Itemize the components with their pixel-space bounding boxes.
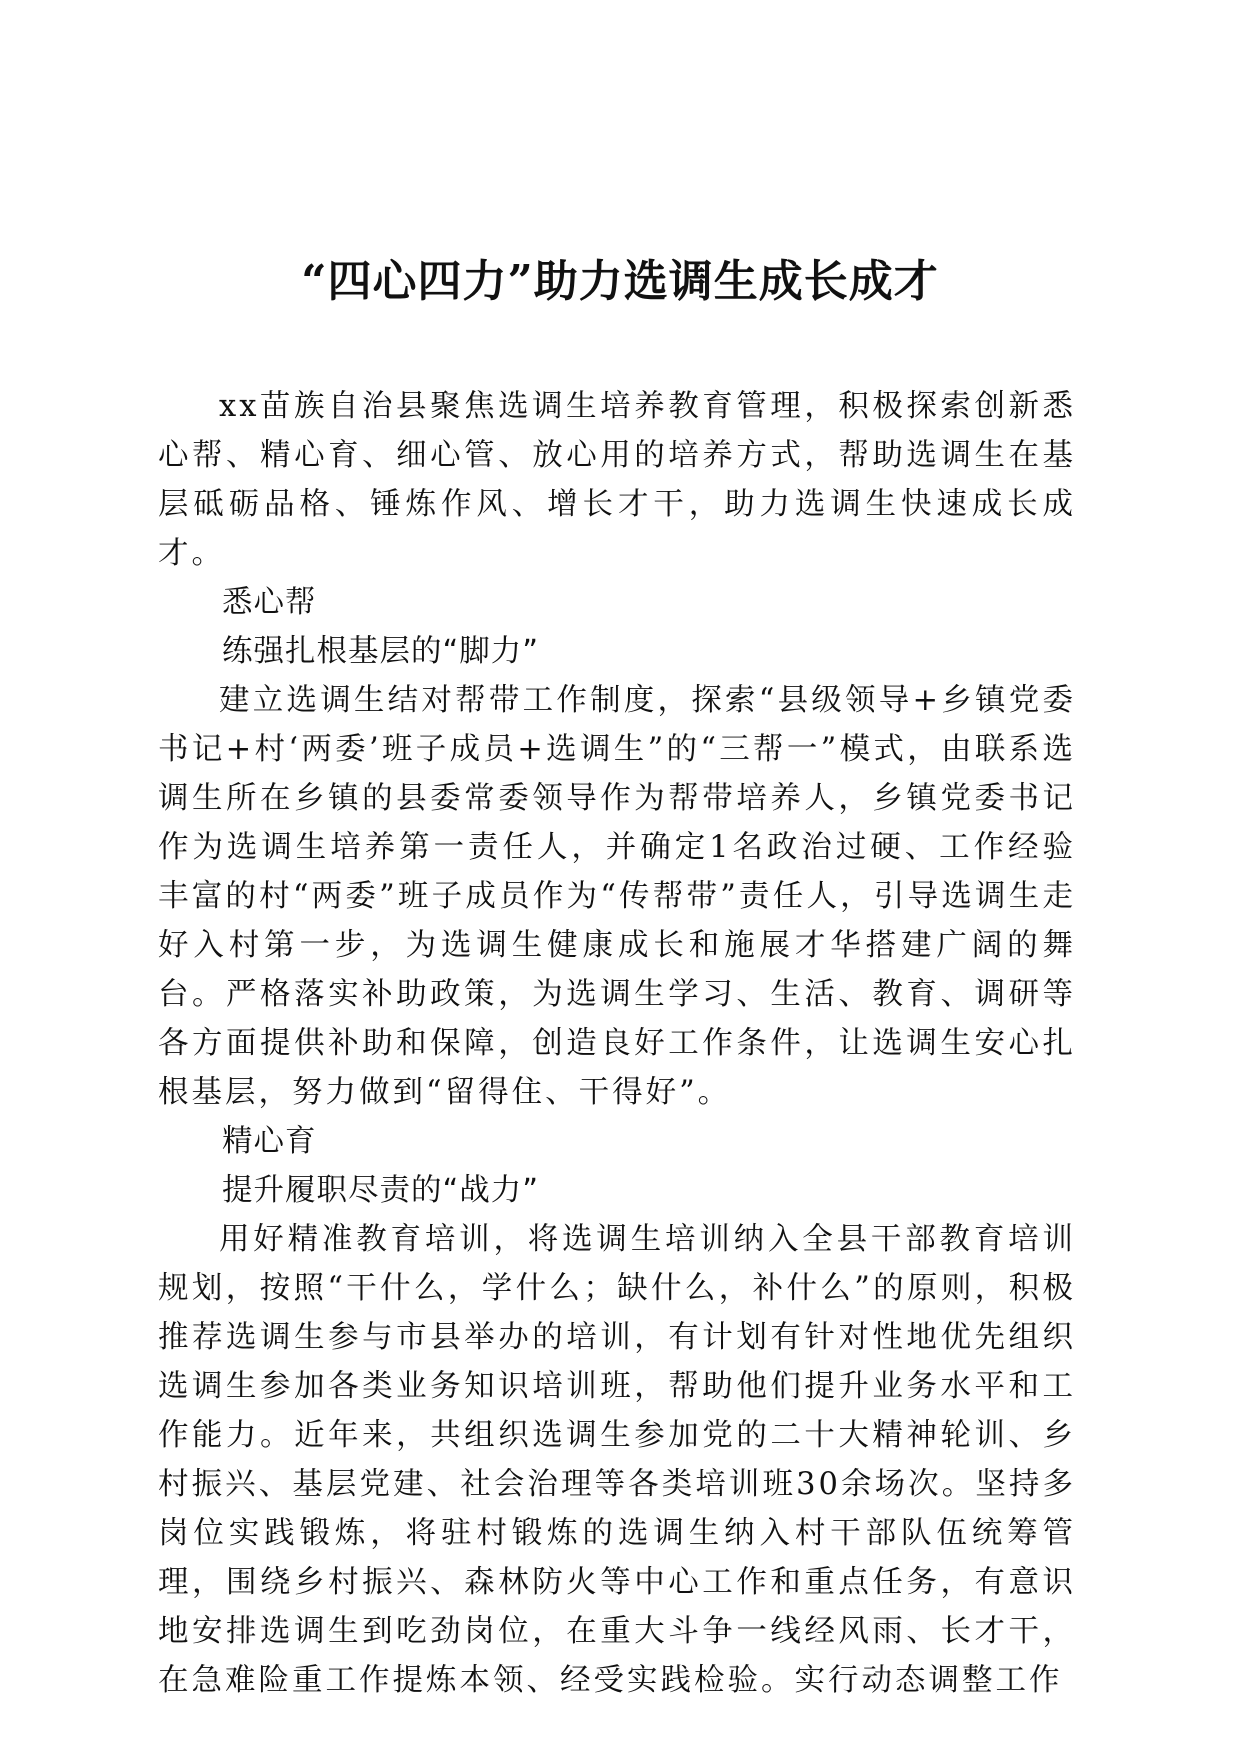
document-title: “四心四力”助力选调生成长成才 [301,256,939,307]
section-heading: 悉心帮 [222,585,317,620]
document-body [158,382,1076,1705]
section-subheading: 提升履职尽责的“战力” [222,1173,540,1208]
intro-paragraph: xx苗族自治县聚焦选调生培养教育管理，积极探索创新悉心帮、精心育、细心管、放心用的培养方式，帮助选调生在基层砥砺品格、锤炼作风、增长才干，助力选调生快速成长成才。 [158,389,1076,571]
section-paragraph: 建立选调生结对帮带工作制度，探索“县级领导+乡镇党委书记+村‘两委’班子成员+选调生”的“三帮一”模式，由联系选调生所在乡镇的县委常委领导作为帮带培养人，乡镇党委书记作为选调生培养第一责任人，并确定1名政治过硬、工作经验丰富的村“两委”班子成员作为“传帮带”责任人，引导选调生走好入村第一步，为选调生健康成长和施展才华搭建广阔的舞台。严格落实补助政策，为选调生学习、生活、教育、调研等各方面提供补助和保障，创造良好工作条件，让选调生安心扎根基层，努力做到“留得住、干得好”。 [158,683,1076,1110]
section-paragraph: 用好精准教育培训，将选调生培训纳入全县干部教育培训规划，按照“干什么，学什么；缺什么，补什么”的原则，积极推荐选调生参与市县举办的培训，有计划有针对性地优先组织选调生参加各类业务知识培训班，帮助他们提升业务水平和工作能力。近年来，共组织选调生参加党的二十大精神轮训、乡村振兴、基层党建、社会治理等各类培训班30余场次。坚持多岗位实践锻炼，将驻村锻炼的选调生纳入村干部队伍统筹管理，围绕乡村振兴、森林防火等中心工作和重点任务，有意识地安排选调生到吃劲岗位，在重大斗争一线经风雨、长才干，在急难险重工作提炼本领、经受实践检验。实行动态调整工作 [158,1222,1076,1698]
section-heading: 精心育 [222,1124,317,1159]
section-subheading: 练强扎根基层的“脚力” [222,634,540,669]
